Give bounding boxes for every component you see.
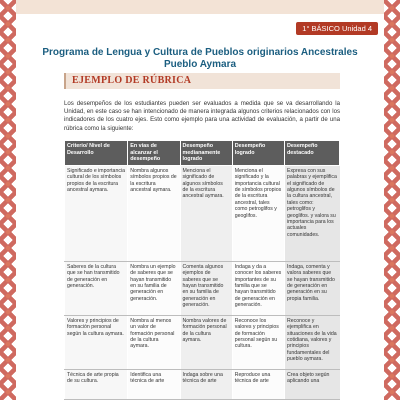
section-heading: EJEMPLO DE RÚBRICA: [72, 75, 192, 86]
table-row: [65, 315, 340, 369]
table-row: [65, 165, 340, 261]
table-cell: Comenta algunos ejemplos de saberes que se hayan transmitido en su familia de generación en generación.: [180, 261, 232, 315]
table-cell: Identifica una técnica de arte: [128, 369, 180, 399]
table-header-row: [65, 141, 340, 166]
table-cell: Reconoce los valores y principios de formación personal según su cultura.: [232, 315, 284, 369]
top-band: [16, 0, 384, 14]
table-cell: Reproduce una técnica de arte: [232, 369, 284, 399]
intro-paragraph: Los desempeños de los estudiantes pueden ser evaluados a medida que se va desarrollando la Unidad, en este caso se han intencionado de manera integrada algunos criterios relacionados con los indicadores de los cuatro ejes. Esto como ejemplo para una actividad de evaluación, a partir de una rúbrica como la siguiente:: [64, 100, 340, 132]
table-cell: Nombra al menos un valor de formación personal de la cultura aymara.: [128, 315, 180, 369]
table-cell: Nombra algunos símbolos propios de la escritura ancestral aymara.: [128, 165, 180, 261]
left-decorative-border: [0, 0, 16, 400]
table-cell: Menciona el significado de algunos símbolos de la escritura ancestral aymara.: [180, 165, 232, 261]
table-cell: Nombra valores de formación personal de la cultura aymara.: [180, 315, 232, 369]
table-cell: Nombra un ejemplo de saberes que se hayan transmitido en su familia de generación en generación.: [128, 261, 180, 315]
column-header: Desempeño logrado: [232, 141, 284, 166]
column-header: Criterio/ Nivel de Desarrollo: [65, 141, 128, 166]
table-cell: Indaga sobre una técnica de arte: [180, 369, 232, 399]
table-cell: Crea objeto según aplicando una: [285, 369, 340, 399]
column-header: Desempeño medianamente logrado: [180, 141, 232, 166]
program-title: Programa de Lengua y Cultura de Pueblos originarios Ancestrales: [42, 47, 358, 58]
program-subtitle: Pueblo Aymara: [163, 59, 237, 70]
right-decorative-border: [384, 0, 400, 400]
table-cell: Saberes de la cultura que se han transmitido de generación en generación.: [65, 261, 128, 315]
table-cell: Menciona el significado y la importancia cultural de símbolos propios de la escritura ancestral, tales como petroglifos y geoglifos.: [232, 165, 284, 261]
rubric-table: [64, 140, 340, 400]
table-row: [65, 369, 340, 399]
table-cell: Reconoce y ejemplifica en situaciones de la vida cotidiana, valores y principios fundamentales del pueblo aymara.: [285, 315, 340, 369]
table-cell: Indaga, comenta y valora saberes que se hayan transmitido de generación en generación en su propia familia.: [285, 261, 340, 315]
column-header: En vías de alcanzar el desempeño: [128, 141, 180, 166]
table-cell: Expresa con sus palabras y ejemplifica el significado de algunos símbolos de la cultura ancestral, tales como: petroglifos y geoglifos. y valora su importancia para los actuales comunidades.: [285, 165, 340, 261]
table-row: [65, 261, 340, 315]
table-cell: Técnica de arte propia de su cultura.: [65, 369, 128, 399]
column-header: Desempeño destacado: [285, 141, 340, 166]
table-cell: Valores y principios de formación personal según la cultura aymara.: [65, 315, 128, 369]
section-heading-bar: [64, 73, 340, 89]
table-cell: Indaga y da a conocer los saberes importantes de su familia que se hayan transmitido de generación en generación.: [232, 261, 284, 315]
grade-unit-badge: 1° BÁSICO Unidad 4: [296, 22, 378, 35]
table-cell: Significado e importancia cultural de los símbolos propios de la escritura ancestral aymara.: [65, 165, 128, 261]
